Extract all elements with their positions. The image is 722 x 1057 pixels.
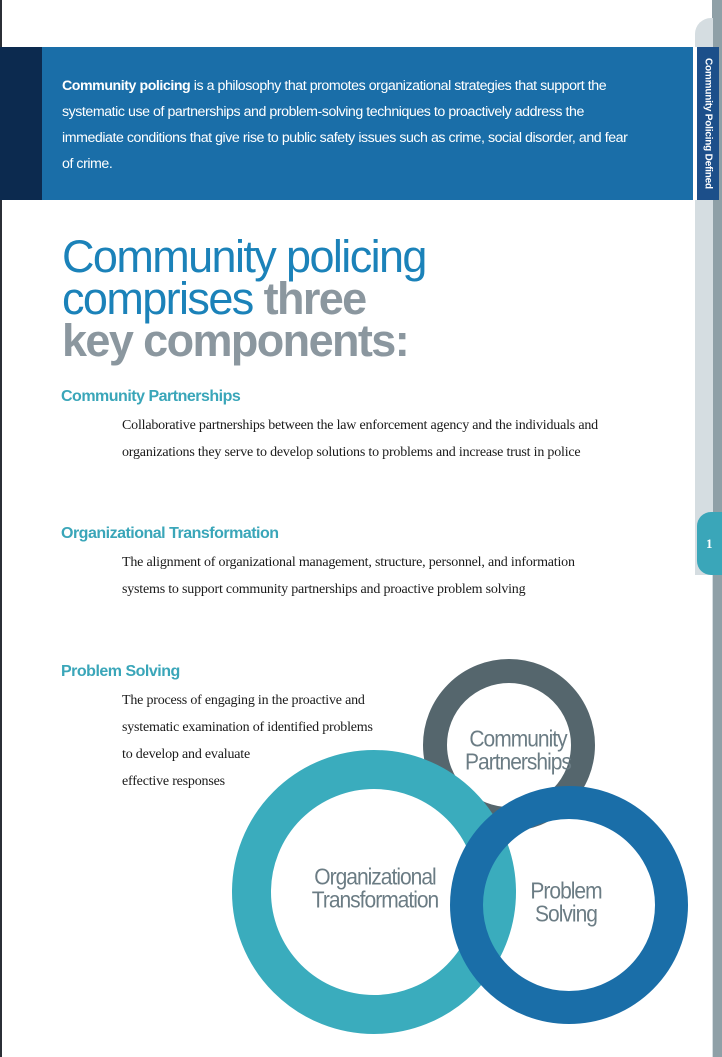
description-line: effective responses bbox=[122, 774, 225, 789]
component-title-problem-solving: Problem Solving bbox=[61, 663, 180, 680]
component-title-organizational-transformation: Organizational Transformation bbox=[61, 525, 279, 542]
page-number: 1 bbox=[706, 535, 713, 551]
definition-term: Community policing bbox=[62, 78, 191, 94]
ring-label-community-partnerships bbox=[440, 728, 596, 773]
definition-body: is a philosophy that promotes organizational strategies that support the systematic use of partnerships and problem-solving techniques to proactively address the immediate conditions that give rise to public safety issues such as crime, social disorder, and fear of crime. bbox=[62, 78, 628, 172]
description-line: to develop and evaluate bbox=[122, 747, 250, 762]
title-line-2-gray: three bbox=[263, 273, 366, 324]
ring-label-line: Community bbox=[469, 727, 567, 753]
banner-accent-block bbox=[0, 47, 42, 200]
definition-text bbox=[62, 73, 632, 177]
description-line: systematic examination of identified problems bbox=[122, 720, 373, 735]
tab-strip-gap bbox=[695, 575, 712, 1057]
page-number-tab[interactable] bbox=[697, 512, 722, 575]
title-line-3: key components: bbox=[62, 315, 409, 366]
component-description-community-partnerships: Collaborative partnerships between the law enforcement agency and the individuals and organizations they serve to develop solutions to problems and increase trust in police bbox=[122, 418, 598, 460]
section-tab-label: Community Policing Defined bbox=[702, 58, 714, 189]
definition-banner bbox=[0, 47, 693, 200]
section-tab-community-policing-defined[interactable] bbox=[695, 47, 719, 200]
ring-label-line: Solving bbox=[535, 901, 597, 927]
ring-label-line: Transformation bbox=[311, 887, 439, 913]
component-title-community-partnerships: Community Partnerships bbox=[61, 388, 241, 405]
page-title bbox=[62, 231, 482, 366]
ring-label-line: Problem bbox=[530, 879, 602, 905]
ring-label-line: Organizational bbox=[314, 865, 436, 891]
ring-label-organizational-transformation bbox=[292, 866, 458, 911]
ring-label-line: Partnerships bbox=[465, 749, 571, 775]
component-description-organizational-transformation: The alignment of organizational management, structure, personnel, and information systems to support community partnerships and proactive problem solving bbox=[122, 555, 575, 597]
description-line: The process of engaging in the proactive and bbox=[122, 693, 365, 708]
ring-label-problem-solving bbox=[506, 880, 626, 925]
title-line-1: Community policing bbox=[62, 231, 426, 282]
title-line-2-blue: comprises bbox=[62, 273, 264, 324]
